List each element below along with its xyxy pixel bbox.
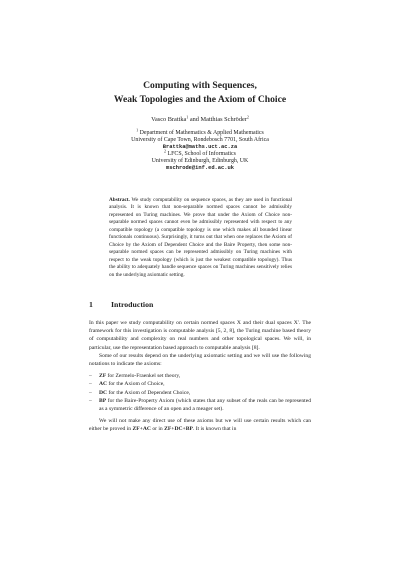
list-dash: – [89,397,92,404]
title-line-1: Computing with Sequences, [143,80,257,91]
author-1-name: Vasco Brattka [151,116,187,123]
body-text [89,319,311,434]
paragraph-3 [89,417,311,433]
abstract-text: We study computability on sequence spaces, as they are used in functional analysis. It is known that non-separable normed spaces cannot be admissibly represented on Turing machines. We prove that under the Axiom of Choice non-separable normed spaces cannot even be admissibly represented with respect to any compatible topology (a compatible topology is one which makes all bounded linear functionals continuous). Surprisingly, it turns out that when one replaces the Axiom of Choice by the Axiom of Dependent Choice and the Baire Property, then some non-separable normed spaces can be represented admissibly on Turing machines with respect to the weak topology (which is just the weakest compatible topology). Thus the ability to adequately handle sequence spaces on Turing machines sensitively relies on the underlying axiomatic setting. [109,197,292,278]
axiom-key: DC [99,389,108,396]
affiliation-1-mark: 1 [136,127,139,133]
list-dash: – [89,389,92,396]
list-item [89,389,311,397]
section-title: Introduction [111,300,154,309]
axiom-key: ZF [99,373,107,380]
section-number: 1 [89,300,93,309]
abstract [109,197,292,279]
abstract-label: Abstract. [109,197,130,203]
axiom-text: for Zermelo-Fraenkel set theory, [106,373,181,380]
affiliation-2-dept: LFCS, School of Informatics [167,151,236,158]
affiliation-2-email: mschrode@inf.ed.ac.uk [166,165,234,172]
paragraph-3-part-c: . It is known that in [192,426,237,433]
title-line-2: Weak Topologies and the Axiom of Choice [113,94,287,105]
affiliations [0,127,400,173]
paragraph-3-part-b: or in [150,426,165,433]
paper-title [0,79,400,107]
axiom-text: for the Axiom of Dependent Choice, [107,389,191,396]
section-heading [89,300,153,310]
list-item [89,372,311,380]
axiom-combo-1: ZF+AC [132,426,151,433]
affiliation-1-univ: University of Cape Town, Rondebosch 7701, South Africa [131,137,269,144]
affiliation-1-email: Brattka@maths.uct.ac.za [162,144,238,151]
list-dash: – [89,373,92,380]
axiom-list [89,372,311,413]
author-2-name: Matthias Schröder [200,116,247,123]
author-1-mark: 1 [186,114,189,120]
list-item [89,397,311,413]
list-item [89,380,311,388]
author-2-mark: 2 [246,114,249,120]
affiliation-2-mark: 2 [164,148,167,154]
axiom-text: for the Axiom of Choice, [107,381,165,388]
axiom-key: BP [99,397,107,404]
list-dash: – [89,381,92,388]
paragraph-1: In this paper we study computability on certain normed spaces X and their dual spaces X′. The framework for this investigation is computable analysis [5, 2, 8], the Turing machine based theory of computability and complexity on real numbers and other topological spaces. We will, in particular, use the representation based approach to computable analysis [8]. [89,320,311,351]
author-and: and [189,116,199,123]
axiom-combo-2: ZF+DC+BP [164,426,193,433]
author-list [0,116,400,124]
affiliation-1-dept: Department of Mathematics & Applied Mathematics [139,130,264,136]
axiom-key: AC [99,381,108,388]
affiliation-2-univ: University of Edinburgh, Edinburgh, UK [151,158,249,165]
axiom-text: for the Baire-Property Axiom (which states that any subset of the reals can be represented as a symmetric difference of an open and a meager set). [99,397,311,413]
paragraph-3-part-a: We will not make any direct use of these axioms but we will use certain results which can either be proved in [89,418,311,433]
paragraph-2: Some of our results depend on the underlying axiomatic setting and we will use the following notations to indicate the axioms: [89,352,311,368]
